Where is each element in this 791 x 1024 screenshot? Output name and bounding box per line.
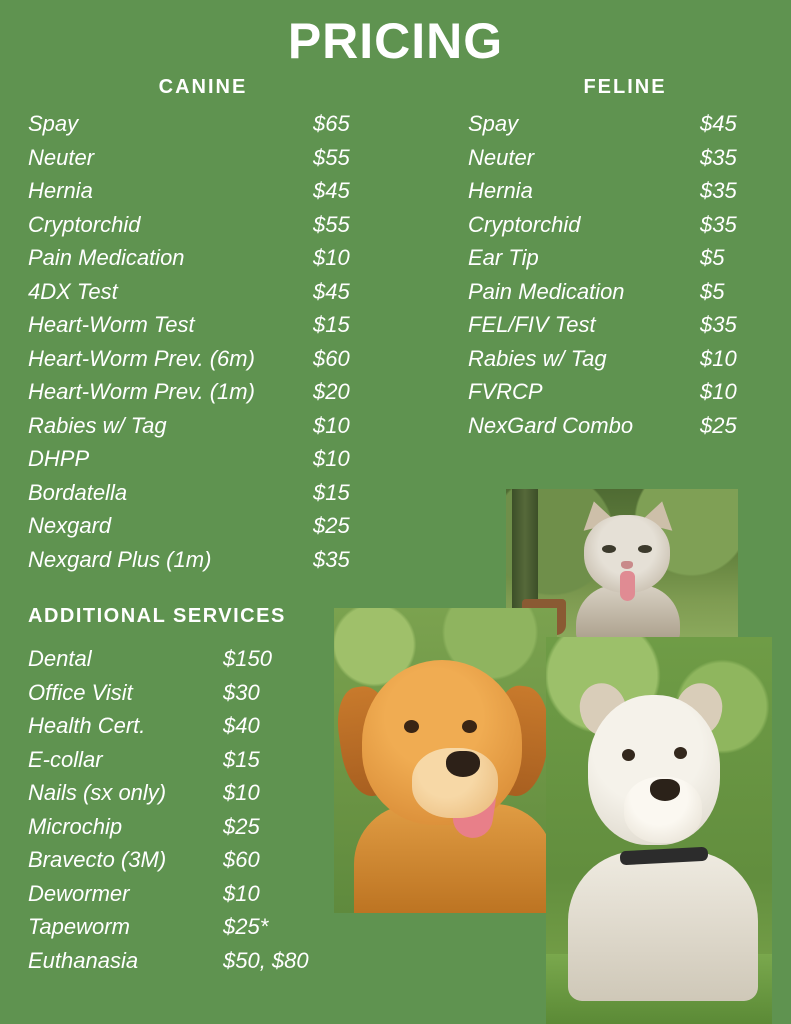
dog-nose [446,751,480,777]
service-price: $60 [313,345,350,371]
list-item [28,843,358,877]
service-label: Bordatella [28,479,128,505]
service-label: 4DX Test [28,278,118,304]
golden-retriever-photo [334,608,557,913]
service-price: $30 [223,679,260,705]
service-label: Spay [468,111,519,136]
service-price: $60 [223,847,260,872]
terrier-eye-left [622,749,635,761]
service-price: $55 [313,211,350,237]
service-price: $35 [700,211,737,237]
list-item [28,877,358,911]
service-price: $50, $80 [223,947,309,973]
cat-eye-left [602,545,616,553]
service-label: Hernia [28,178,93,203]
service-price: $10 [223,880,260,906]
list-item [460,308,770,342]
service-label: Cryptorchid [468,211,581,237]
terrier-photo [546,637,772,1024]
list-item [28,241,368,275]
list-item [460,174,770,208]
service-price: $65 [313,111,350,136]
service-price: $10 [313,245,350,270]
service-label: Ear Tip [468,245,539,270]
service-price: $45 [700,111,737,136]
dog-eye-left [404,720,419,733]
service-label: DHPP [28,446,90,471]
list-item [28,743,358,777]
service-price: $25 [700,412,737,438]
service-label: E-collar [28,746,103,772]
list-item [28,509,368,543]
list-item [28,174,368,208]
list-item [460,141,770,175]
list-item [460,375,770,409]
terrier-eye-right [674,747,687,759]
service-label: Hernia [468,178,533,203]
service-price: $15 [223,746,260,772]
service-price: $10 [700,345,737,371]
service-label: FVRCP [468,379,543,404]
service-price: $10 [313,446,350,471]
service-price: $35 [700,144,737,170]
additional-services-section [28,605,358,977]
canine-section [28,76,368,576]
service-price: $40 [223,713,260,738]
service-price: $10 [223,780,260,805]
canine-price-list [28,107,368,576]
service-label: Nails (sx only) [28,780,167,805]
feline-section [460,76,770,442]
service-label: Tapeworm [28,914,130,939]
list-item [460,107,770,141]
page-title: PRICING [287,13,504,69]
service-label: Pain Medication [28,245,185,270]
cat-tongue [620,571,635,601]
service-price: $35 [700,312,737,337]
service-price: $10 [700,379,737,404]
service-label: Rabies w/ Tag [468,345,607,371]
service-label: Microchip [28,813,123,839]
service-price: $10 [313,412,350,438]
list-item [28,476,368,510]
list-item [28,776,358,810]
list-item [28,810,358,844]
service-price: $45 [313,178,350,203]
list-item [28,442,368,476]
service-price: $25* [223,914,269,939]
service-label: Heart-Worm Prev. (1m) [28,379,255,404]
service-price: $55 [313,144,350,170]
list-item [28,141,368,175]
service-label: Nexgard [28,513,112,538]
service-label: Spay [28,111,79,136]
list-item [28,944,358,978]
feline-price-list [460,107,770,442]
list-item [28,709,358,743]
service-label: Bravecto (3M) [28,847,167,872]
dog-eye-right [462,720,477,733]
service-label: Dental [28,646,92,671]
list-item [28,308,368,342]
service-price: $15 [313,312,350,337]
canine-heading: CANINE [158,76,248,98]
terrier-body [568,851,758,1001]
service-label: NexGard Combo [468,412,634,438]
list-item [460,208,770,242]
service-label: Heart-Worm Test [28,312,195,337]
list-item [28,543,368,577]
service-price: $5 [700,278,725,304]
service-price: $35 [700,178,737,203]
list-item [28,342,368,376]
list-item [460,409,770,443]
service-label: Cryptorchid [28,211,141,237]
list-item [28,375,368,409]
service-label: Rabies w/ Tag [28,412,167,438]
service-price: $15 [313,479,350,505]
service-price: $25 [313,513,350,538]
service-label: Euthanasia [28,947,139,973]
feline-heading: FELINE [583,76,667,98]
service-price: $5 [700,245,725,270]
service-price: $25 [223,813,260,839]
cat-eye-right [638,545,652,553]
list-item [28,275,368,309]
list-item [460,275,770,309]
list-item [28,676,358,710]
list-item [28,642,358,676]
list-item [28,107,368,141]
service-price: $150 [223,646,272,671]
additional-services-list [28,642,358,977]
service-label: FEL/FIV Test [468,312,596,337]
service-label: Neuter [468,144,535,170]
list-item [460,241,770,275]
terrier-nose [650,779,680,801]
service-price: $20 [313,379,350,404]
service-label: Nexgard Plus (1m) [28,546,212,572]
list-item [460,342,770,376]
list-item [28,910,358,944]
cat-nose [621,561,633,569]
additional-services-heading: ADDITIONAL SERVICES [28,605,286,627]
service-price: $35 [313,546,350,572]
list-item [28,208,368,242]
service-label: Office Visit [28,679,133,705]
service-price: $45 [313,278,350,304]
service-label: Health Cert. [28,713,146,738]
service-label: Neuter [28,144,95,170]
list-item [28,409,368,443]
service-label: Pain Medication [468,278,625,304]
service-label: Heart-Worm Prev. (6m) [28,345,255,371]
service-label: Dewormer [28,880,130,906]
